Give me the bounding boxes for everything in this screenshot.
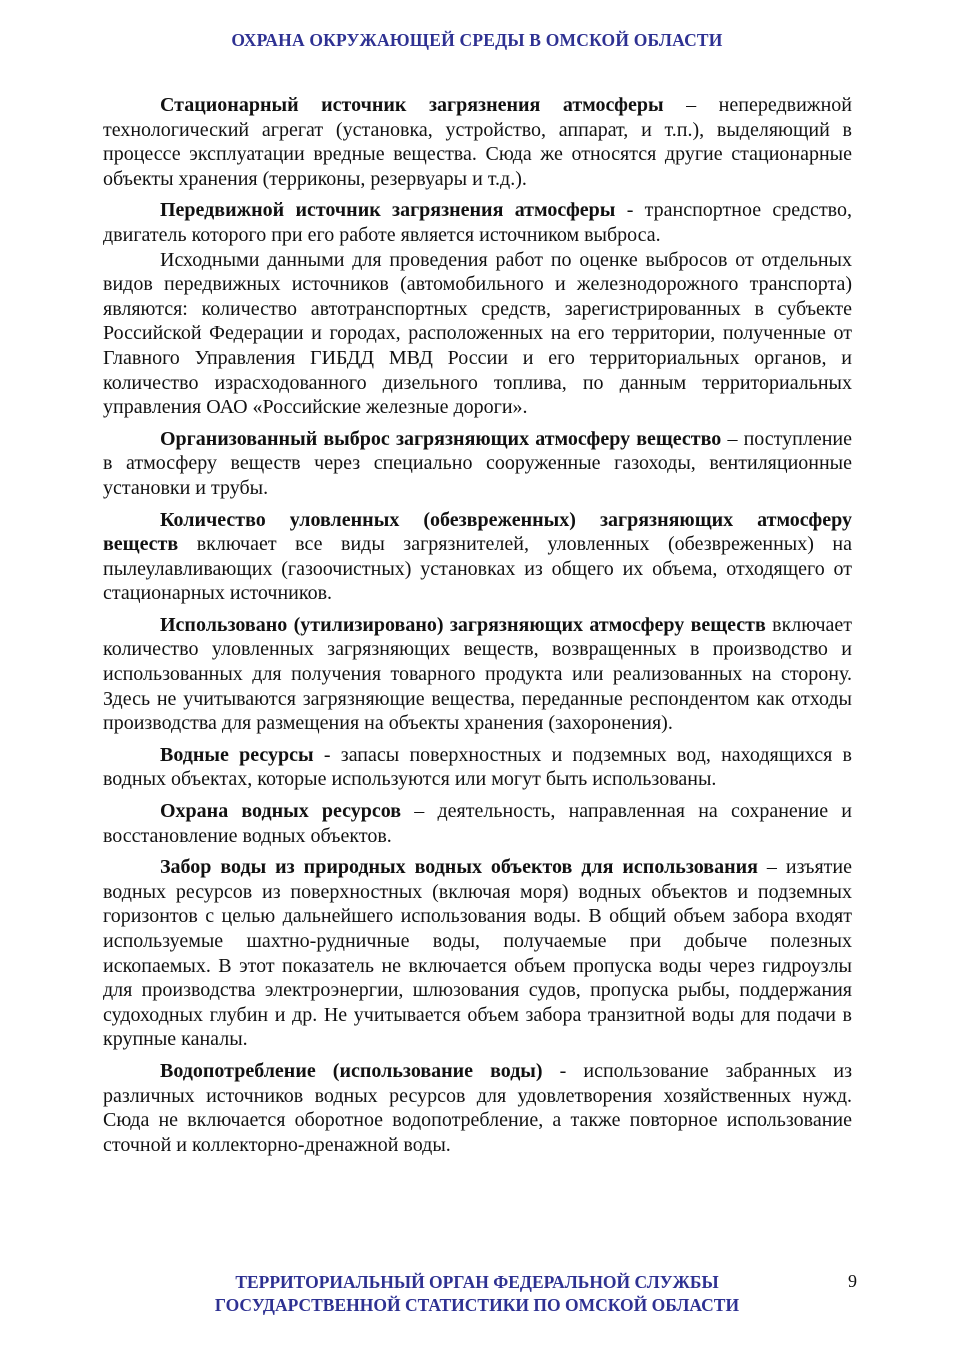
definition: - использование забранных из различных источников водных ресурсов для удовлетворения хозяйственных нужд. Сюда не включается оборотное водопотребление, а также повторное использование сточной и коллекторно-дренажной воды. (103, 1059, 852, 1156)
definition: – изъятие водных ресурсов из поверхностных (включая моря) водных объектов и подземных горизонтов с целью дальнейшего использования воды. В общий объем забора входят используемые шахтно-рудничные воды, получаемые при добыче полезных ископаемых. В этот показатель не включается объем пропуска воды через гидроузлы для производства электроэнергии, шлюзования судов, пропуска рыбы, поддержания судоходных глубин и др. Не учитывается объем забора транзитной воды для подачи в крупные каналы. (103, 856, 852, 1051)
paragraph-stationary-source (103, 93, 852, 191)
paragraph-organized-emission (103, 427, 852, 501)
page-number: 9 (848, 1271, 857, 1291)
paragraph-source-data (103, 248, 852, 420)
paragraph-water-resources (103, 743, 852, 792)
paragraph-utilized-substances (103, 613, 852, 736)
paragraph-water-consumption (103, 1059, 852, 1157)
term: Водопотребление (использование воды) (160, 1059, 543, 1082)
definition: Исходными данными для проведения работ по оценке выбросов от отдельных видов передвижных источников (автомобильного и железнодорожного транспорта) являются: количество автотранспортных средств, зарегистрированных в субъекте Российской Федерации и городах, расположенных на его территории, полученные от Главного Управления ГИБДД МВД России и его территориальных органов, и количество израсходованного дизельного топлива, по данным территориальных управления ОАО «Российские железные дороги». (103, 248, 852, 419)
definition: – поступление в атмосферу веществ через специально сооруженные газоходы, вентиляционные установки и трубы. (103, 427, 853, 499)
paragraph-water-protection (103, 799, 852, 848)
definition: включает все виды загрязнителей, уловленных (обезвреженных) на пылеулавливающих (газоочистных) установках из общего их объема, отходящего от стационарных источников. (103, 533, 852, 605)
term: Организованный выброс загрязняющих атмосферу вещество (160, 427, 722, 450)
definition: включает количество уловленных загрязняющих веществ, возвращенных в производство и использованных для получения товарного продукта или реализованных на сторону. Здесь не учитываются загрязняющие вещества, переданные респондентом как отходы производства для размещения на объекты хранения (захоронения). (103, 613, 852, 735)
definition: - транспортное средство, двигатель которого при его работе является источником выброса. (103, 199, 852, 246)
term: Стационарный источник загрязнения атмосферы (160, 94, 664, 116)
definition: – деятельность, направленная на сохранение и восстановление водных объектов. (103, 800, 852, 847)
paragraph-mobile-source (103, 198, 852, 247)
paragraph-captured-substances (103, 508, 852, 606)
term: Охрана водных ресурсов (160, 800, 402, 823)
definition: - запасы поверхностных и подземных вод, находящихся в водных объектах, которые используются или могут быть использованы. (103, 743, 852, 791)
term: Забор воды из природных водных объектов для использования (160, 856, 758, 879)
term: Использовано (утилизировано) загрязняющих атмосферу веществ (160, 613, 766, 636)
page-header: ОХРАНА ОКРУЖАЮЩЕЙ СРЕДЫ В ОМСКОЙ ОБЛАСТИ (231, 30, 723, 50)
footer-line-1: ТЕРРИТОРИАЛЬНЫЙ ОРГАН ФЕДЕРАЛЬНОЙ СЛУЖБЫ (235, 1272, 719, 1292)
page-footer (0, 1271, 954, 1317)
paragraph-water-withdrawal (103, 855, 852, 1052)
term: Передвижной источник загрязнения атмосферы (160, 199, 616, 222)
term: Водные ресурсы (160, 743, 314, 766)
definition: – непередвижной технологический агрегат (установка, устройство, аппарат, и т.п.), выделяющий в процессе эксплуатации вредные вещества. Сюда же относятся другие стационарные объекты хранения (терриконы, резервуары и т.д.). (103, 94, 852, 190)
document-body (103, 93, 852, 1164)
footer-line-2: ГОСУДАРСТВЕННОЙ СТАТИСТИКИ ПО ОМСКОЙ ОБЛАСТИ (214, 1295, 740, 1315)
term: Количество уловленных (обезвреженных) загрязняющих атмосферу веществ (103, 508, 852, 556)
